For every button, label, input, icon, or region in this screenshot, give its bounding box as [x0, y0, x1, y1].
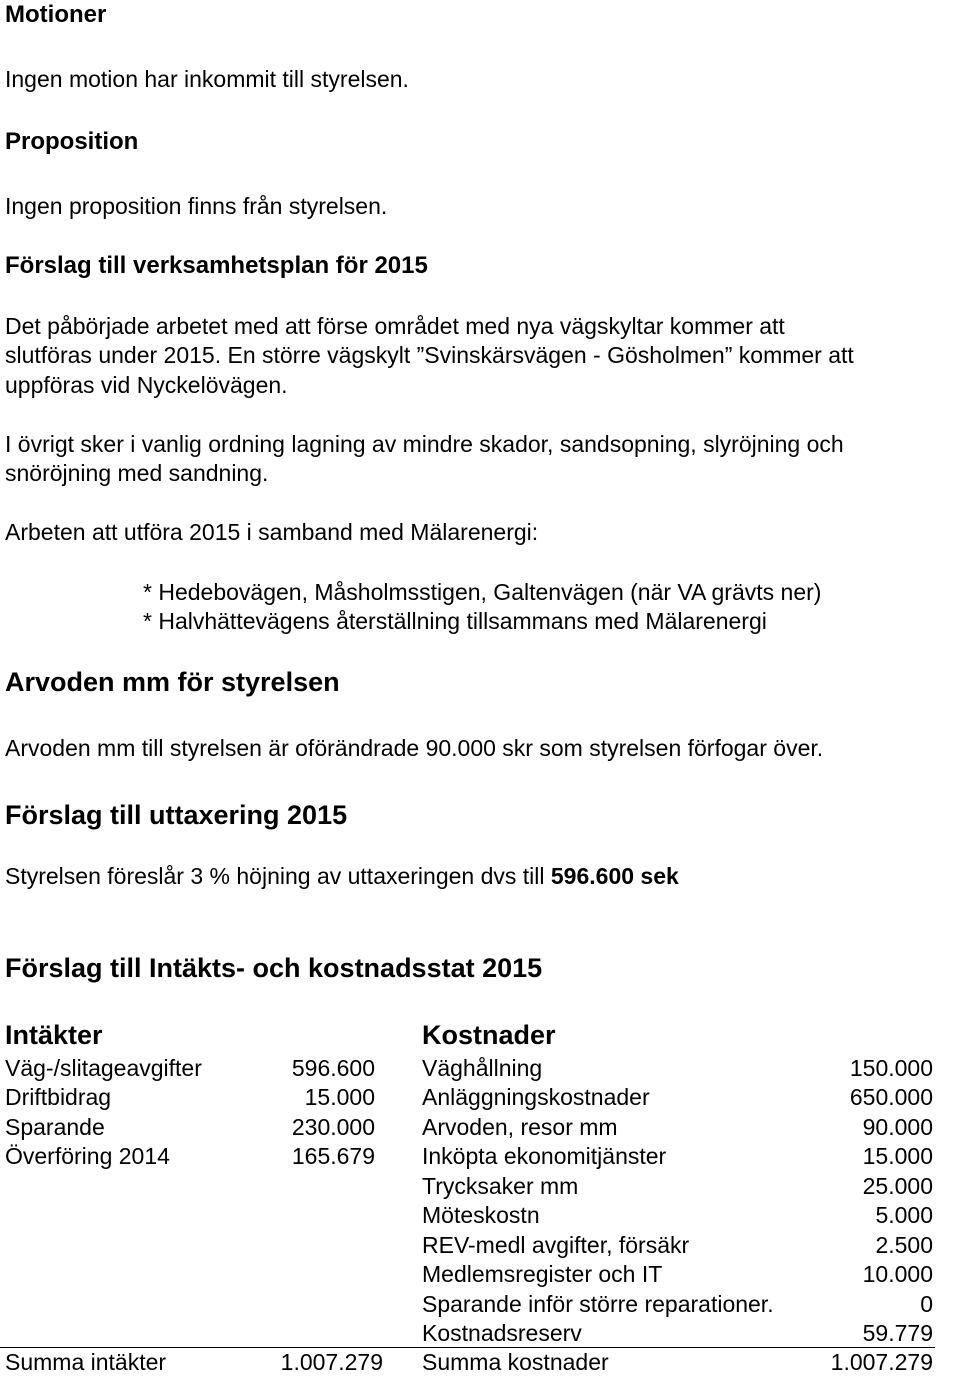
proposition-text: Ingen proposition finns från styrelsen. [5, 193, 388, 219]
verksamhetsplan-line: snöröjning med sandning. [5, 460, 269, 486]
stat-heading: Förslag till Intäkts- och kostnadsstat 2015 [5, 953, 543, 983]
cost-label: Arvoden, resor mm [422, 1114, 618, 1140]
verksamhetsplan-line: slutföras under 2015. En större vägskylt ”Svinskärsvägen - Gösholmen” kommer att [5, 342, 854, 368]
bullet-item: * Halvhättevägens återställning tillsammans med Mälarenergi [143, 608, 767, 634]
cost-amount: 2.500 [875, 1232, 933, 1258]
cost-label: REV-medl avgifter, försäkr [422, 1232, 690, 1258]
cost-total: 1.007.279 [830, 1349, 933, 1375]
cost-label: Inköpta ekonomitjänster [422, 1143, 667, 1169]
arvoden-text: Arvoden mm till styrelsen är oförändrade 90.000 skr som styrelsen förfogar över. [5, 735, 824, 761]
cost-amount: 650.000 [849, 1084, 933, 1110]
income-amount: 165.679 [291, 1143, 375, 1169]
uttaxering-text-prefix: Styrelsen föreslår 3 % höjning av uttaxeringen dvs till [5, 863, 551, 889]
cost-label: Sparande inför större reparationer. [422, 1291, 774, 1317]
income-heading: Intäkter [5, 1020, 103, 1050]
verksamhetsplan-line: I övrigt sker i vanlig ordning lagning av mindre skador, sandsopning, slyröjning och [5, 431, 844, 457]
uttaxering-text [5, 861, 679, 891]
uttaxering-amount: 596.600 sek [550, 863, 679, 889]
income-total: 1.007.279 [280, 1349, 383, 1375]
proposition-heading: Proposition [5, 128, 139, 155]
cost-amount: 59.779 [862, 1320, 933, 1346]
motioner-heading: Motioner [5, 1, 107, 28]
cost-amount: 5.000 [875, 1202, 933, 1228]
cost-label: Medlemsregister och IT [422, 1261, 663, 1287]
income-amount: 230.000 [291, 1114, 375, 1140]
verksamhetsplan-heading: Förslag till verksamhetsplan för 2015 [5, 252, 428, 279]
verksamhetsplan-line: uppföras vid Nyckelövägen. [5, 372, 288, 398]
motioner-text: Ingen motion har inkommit till styrelsen. [5, 66, 409, 92]
bullet-item: * Hedebovägen, Måsholmsstigen, Galtenvägen (när VA grävts ner) [143, 579, 822, 605]
uttaxering-heading: Förslag till uttaxering 2015 [5, 800, 348, 830]
cost-amount: 0 [920, 1291, 933, 1317]
cost-label: Möteskostn [422, 1202, 540, 1228]
income-amount: 596.600 [291, 1055, 375, 1081]
verksamhetsplan-line: Det påbörjade arbetet med att förse området med nya vägskyltar kommer att [5, 313, 785, 339]
cost-amount: 10.000 [862, 1261, 933, 1287]
cost-amount: 15.000 [862, 1143, 933, 1169]
cost-amount: 90.000 [862, 1114, 933, 1140]
income-label: Driftbidrag [5, 1084, 112, 1110]
cost-label: Trycksaker mm [422, 1173, 579, 1199]
cost-label: Väghållning [422, 1055, 543, 1081]
cost-amount: 150.000 [849, 1055, 933, 1081]
cost-amount: 25.000 [862, 1173, 933, 1199]
income-label: Sparande [5, 1114, 105, 1140]
income-amount: 15.000 [304, 1084, 375, 1110]
malarenergi-intro: Arbeten att utföra 2015 i samband med Mälarenergi: [5, 519, 539, 545]
cost-label: Kostnadsreserv [422, 1320, 582, 1346]
income-label: Väg-/slitageavgifter [5, 1055, 202, 1081]
arvoden-heading: Arvoden mm för styrelsen [5, 667, 340, 697]
cost-heading: Kostnader [422, 1020, 556, 1050]
income-total-label: Summa intäkter [5, 1349, 167, 1375]
cost-label: Anläggningskostnader [422, 1084, 650, 1110]
cost-total-label: Summa kostnader [422, 1349, 609, 1375]
income-label: Överföring 2014 [5, 1143, 170, 1169]
